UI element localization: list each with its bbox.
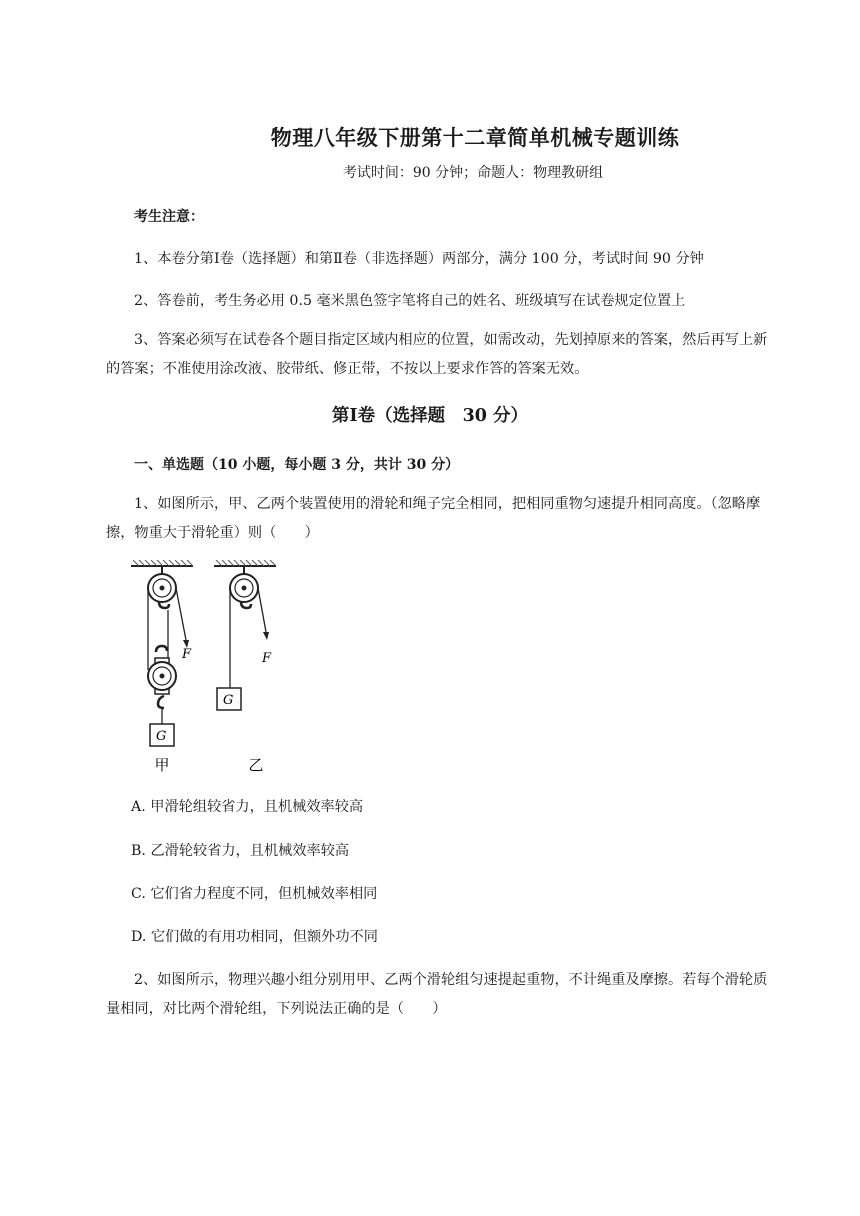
fixed-pulley-b bbox=[230, 566, 258, 608]
force-label-a: F bbox=[182, 647, 192, 662]
notice-heading: 考生注意： bbox=[134, 209, 204, 225]
ceiling-a bbox=[131, 560, 193, 566]
weight-label-b: G bbox=[223, 693, 234, 708]
arrow-icon bbox=[263, 632, 269, 640]
force-label-b: F bbox=[262, 651, 272, 666]
question-1-stem: 1、如图所示，甲、乙两个装置使用的滑轮和绳子完全相同，把相同重物匀速提升相同高度。（忽略摩擦，物重大于滑轮重）则（ ） bbox=[106, 496, 761, 541]
option-a[interactable]: A. 甲滑轮组较省力，且机械效率较高 bbox=[131, 799, 364, 815]
notice-item-1: 1、本卷分第Ⅰ卷（选择题）和第Ⅱ卷（非选择题）两部分，满分 100 分，考试时间 90 分钟 bbox=[134, 251, 704, 267]
weight-label-a: G bbox=[156, 729, 167, 744]
notice-item-2: 2、答卷前，考生务必用 0.5 毫米黑色签字笔将自己的姓名、班级填写在试卷规定位置上 bbox=[134, 293, 686, 309]
pulley-diagram bbox=[128, 560, 308, 780]
rope-b bbox=[230, 588, 266, 688]
section-title: 第Ⅰ卷（选择题 30 分） bbox=[331, 406, 529, 426]
movable-pulley-a bbox=[148, 646, 176, 724]
notice-item-3: 3、答案必须写在试卷各个题目指定区域内相应的位置，如需改动，先划掉原来的答案，然后再写上新的答案；不准使用涂改液、胶带纸、修正带，不按以上要求作答的答案无效。 bbox=[106, 332, 768, 377]
option-d[interactable]: D. 它们做的有用功相同，但额外功不同 bbox=[131, 929, 378, 945]
exam-info: 考试时间：90 分钟；命题人：物理教研组 bbox=[342, 165, 604, 181]
fixed-pulley-a bbox=[148, 566, 176, 608]
caption-a: 甲 bbox=[154, 756, 170, 774]
option-b[interactable]: B. 乙滑轮较省力，且机械效率较高 bbox=[131, 843, 350, 859]
ceiling-b bbox=[214, 560, 276, 566]
caption-b: 乙 bbox=[248, 756, 264, 774]
question-2-stem: 2、如图所示，物理兴趣小组分别用甲、乙两个滑轮组匀速提起重物，不计绳重及摩擦。若每个滑轮质量相同，对比两个滑轮组，下列说法正确的是（ ） bbox=[106, 972, 768, 1017]
option-c[interactable]: C. 它们省力程度不同，但机械效率相同 bbox=[131, 886, 378, 902]
page-title: 物理八年级下册第十二章简单机械专题训练 bbox=[270, 125, 680, 150]
question-group-heading: 一、单选题（10 小题，每小题 3 分，共计 30 分） bbox=[134, 457, 460, 473]
